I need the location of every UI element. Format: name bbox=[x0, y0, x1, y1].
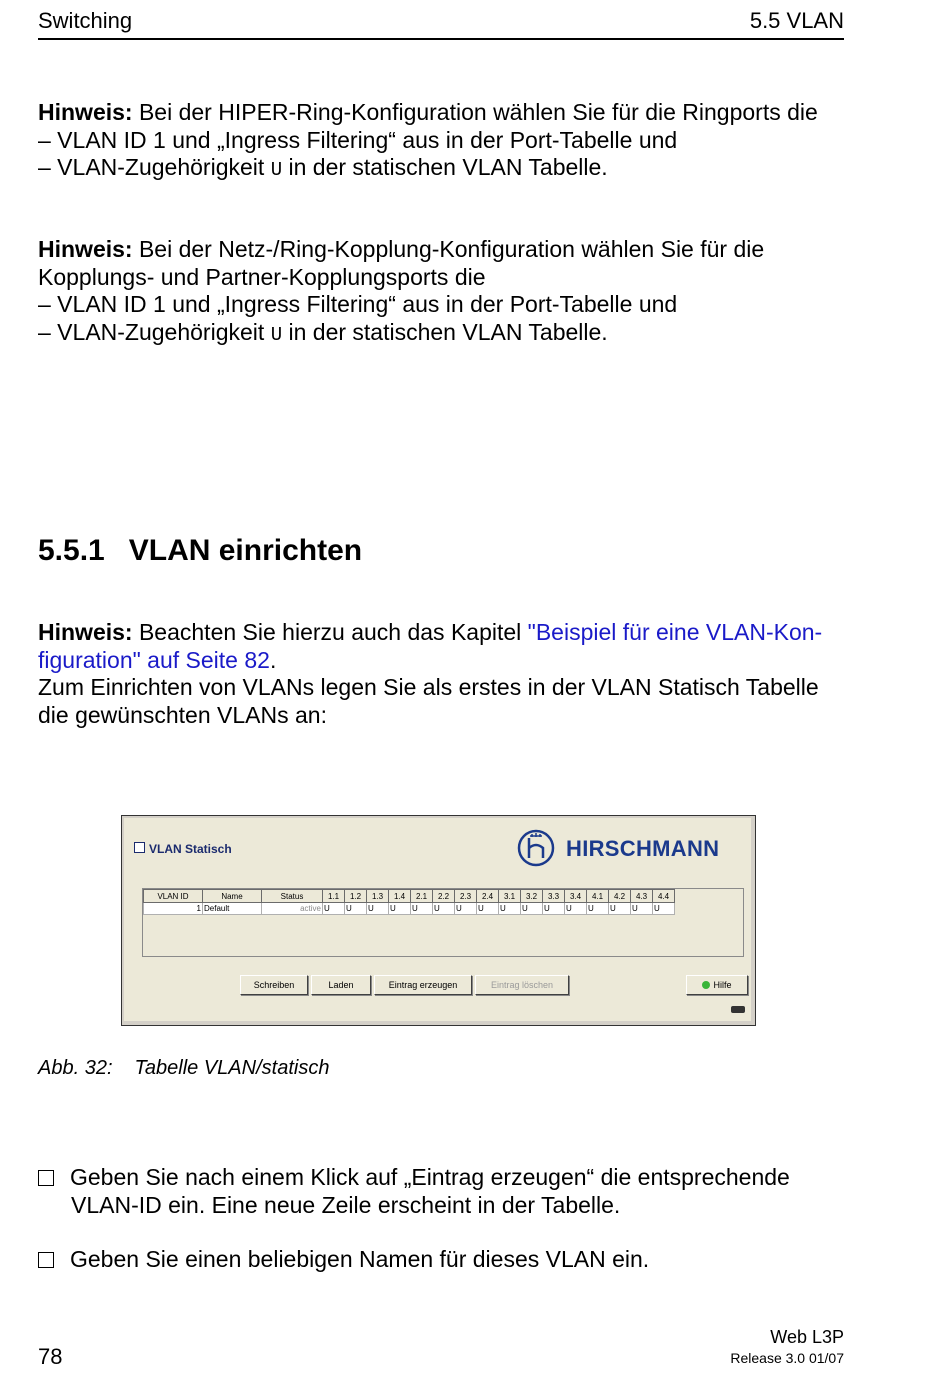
step-text: VLAN-ID ein. Eine neue Zeile erscheint in der Tabelle. bbox=[71, 1191, 621, 1218]
table-cell[interactable]: active bbox=[262, 903, 323, 915]
section-title: VLAN einrichten bbox=[128, 534, 363, 567]
column-header[interactable]: Name bbox=[203, 890, 262, 903]
column-header[interactable]: 1.2 bbox=[345, 890, 367, 903]
code-value: U bbox=[270, 159, 283, 181]
note-text: in der statischen VLAN Tabelle. bbox=[282, 318, 608, 345]
dialog-body bbox=[124, 818, 751, 1021]
note-label: Hinweis: bbox=[38, 99, 133, 125]
table-cell[interactable]: U bbox=[389, 903, 411, 915]
note-text: Bei der Netz-/Ring-Kopplung-Konfiguration wählen Sie für die bbox=[132, 236, 765, 262]
hirschmann-logo bbox=[516, 828, 736, 870]
note-ring-coupling bbox=[38, 236, 858, 349]
column-header[interactable]: 2.2 bbox=[433, 890, 455, 903]
table-cell[interactable]: 1 bbox=[144, 903, 203, 915]
column-header[interactable]: 1.4 bbox=[389, 890, 411, 903]
note-text: – VLAN ID 1 und „Ingress Filtering“ aus in der Port-Tabelle und bbox=[38, 291, 678, 317]
checkbox-icon bbox=[38, 1170, 54, 1186]
caption-text: Tabelle VLAN/statisch bbox=[134, 1057, 330, 1079]
vlan-table bbox=[143, 889, 675, 915]
footer-product: Web L3P bbox=[770, 1327, 844, 1347]
brand-name: HIRSCHMANN bbox=[566, 836, 720, 861]
column-header[interactable]: 4.1 bbox=[587, 890, 609, 903]
column-header[interactable]: 3.1 bbox=[499, 890, 521, 903]
table-cell[interactable]: U bbox=[323, 903, 345, 915]
section-heading bbox=[38, 534, 362, 568]
body-text: Zum Einrichten von VLANs legen Sie als erstes in der VLAN Statisch Tabelle bbox=[38, 674, 819, 700]
step-item bbox=[38, 1164, 868, 1219]
note-text: – VLAN-Zugehörigkeit bbox=[38, 318, 271, 345]
table-cell[interactable]: U bbox=[653, 903, 675, 915]
column-header[interactable]: 1.3 bbox=[367, 890, 389, 903]
column-header[interactable]: 2.1 bbox=[411, 890, 433, 903]
table-cell[interactable]: Default bbox=[203, 903, 262, 915]
checkbox-icon bbox=[38, 1252, 54, 1268]
column-header[interactable]: 1.1 bbox=[323, 890, 345, 903]
note-label: Hinweis: bbox=[38, 236, 133, 262]
create-entry-button[interactable]: Eintrag erzeugen bbox=[374, 975, 472, 995]
column-header[interactable]: 3.4 bbox=[565, 890, 587, 903]
step-text: Geben Sie einen beliebigen Namen für dieses VLAN ein. bbox=[70, 1246, 650, 1272]
note-text: in der statischen VLAN Tabelle. bbox=[282, 154, 608, 180]
note-text: – VLAN-Zugehörigkeit bbox=[38, 154, 271, 180]
column-header[interactable]: 3.2 bbox=[521, 890, 543, 903]
step-text: Geben Sie nach einem Klick auf „Eintrag erzeugen“ die entsprechende bbox=[70, 1164, 790, 1190]
column-header[interactable]: 2.4 bbox=[477, 890, 499, 903]
column-header[interactable]: 2.3 bbox=[455, 890, 477, 903]
running-header-right: 5.5 VLAN bbox=[749, 8, 844, 33]
table-cell[interactable]: U bbox=[499, 903, 521, 915]
help-label: Hilfe bbox=[713, 980, 732, 990]
note-vlan-setup bbox=[38, 619, 858, 729]
step-item bbox=[38, 1246, 868, 1274]
help-button[interactable] bbox=[686, 975, 748, 995]
body-text: die gewünschten VLANs an: bbox=[38, 701, 327, 728]
cross-reference-link[interactable]: figuration" auf Seite 82 bbox=[38, 646, 270, 673]
help-icon bbox=[702, 981, 710, 989]
hirschmann-logo-icon bbox=[516, 828, 556, 868]
table-row[interactable] bbox=[144, 903, 675, 915]
table-cell[interactable]: U bbox=[587, 903, 609, 915]
column-header[interactable]: 3.3 bbox=[543, 890, 565, 903]
page-number: 78 bbox=[38, 1344, 63, 1369]
column-header[interactable]: 4.3 bbox=[631, 890, 653, 903]
note-text: . bbox=[269, 646, 277, 673]
code-value: U bbox=[270, 323, 283, 346]
column-header[interactable]: 4.4 bbox=[653, 890, 675, 903]
figure-caption bbox=[38, 1057, 329, 1080]
cross-reference-link[interactable]: "Beispiel für eine VLAN-Kon- bbox=[527, 619, 823, 645]
window-title-text: VLAN Statisch bbox=[149, 842, 232, 856]
column-header[interactable]: Status bbox=[262, 890, 323, 903]
table-cell[interactable]: U bbox=[367, 903, 389, 915]
table-cell[interactable]: U bbox=[455, 903, 477, 915]
table-cell[interactable]: U bbox=[411, 903, 433, 915]
column-header[interactable]: VLAN ID bbox=[144, 890, 203, 903]
column-header[interactable]: 4.2 bbox=[609, 890, 631, 903]
note-text: Kopplungs- und Partner-Kopplungsports die bbox=[38, 263, 486, 290]
delete-entry-button[interactable]: Eintrag löschen bbox=[475, 975, 569, 995]
note-text: Bei der HIPER-Ring-Konfiguration wählen Sie für die Ringports die bbox=[132, 99, 818, 125]
table-cell[interactable]: U bbox=[345, 903, 367, 915]
vlan-static-screenshot bbox=[121, 815, 756, 1026]
running-header-left: Switching bbox=[38, 8, 133, 33]
table-cell[interactable]: U bbox=[609, 903, 631, 915]
window-icon bbox=[134, 842, 145, 853]
table-cell[interactable]: U bbox=[565, 903, 587, 915]
note-text: Beachten Sie hierzu auch das Kapitel bbox=[132, 619, 528, 645]
section-number: 5.5.1 bbox=[38, 534, 105, 567]
write-button[interactable]: Schreiben bbox=[240, 975, 308, 995]
connection-icon bbox=[731, 1006, 745, 1013]
header-rule bbox=[38, 38, 844, 40]
note-label: Hinweis: bbox=[38, 619, 133, 645]
footer-release: Release 3.0 01/07 bbox=[730, 1350, 844, 1366]
note-hiper-ring bbox=[38, 99, 858, 185]
window-title bbox=[134, 842, 232, 856]
table-cell[interactable]: U bbox=[631, 903, 653, 915]
caption-label: Abb. 32: bbox=[38, 1057, 113, 1079]
load-button[interactable]: Laden bbox=[311, 975, 371, 995]
note-text: – VLAN ID 1 und „Ingress Filtering“ aus in der Port-Tabelle und bbox=[38, 126, 678, 153]
table-cell[interactable]: U bbox=[477, 903, 499, 915]
table-cell[interactable]: U bbox=[543, 903, 565, 915]
vlan-table-container bbox=[142, 888, 744, 957]
table-cell[interactable]: U bbox=[521, 903, 543, 915]
table-cell[interactable]: U bbox=[433, 903, 455, 915]
